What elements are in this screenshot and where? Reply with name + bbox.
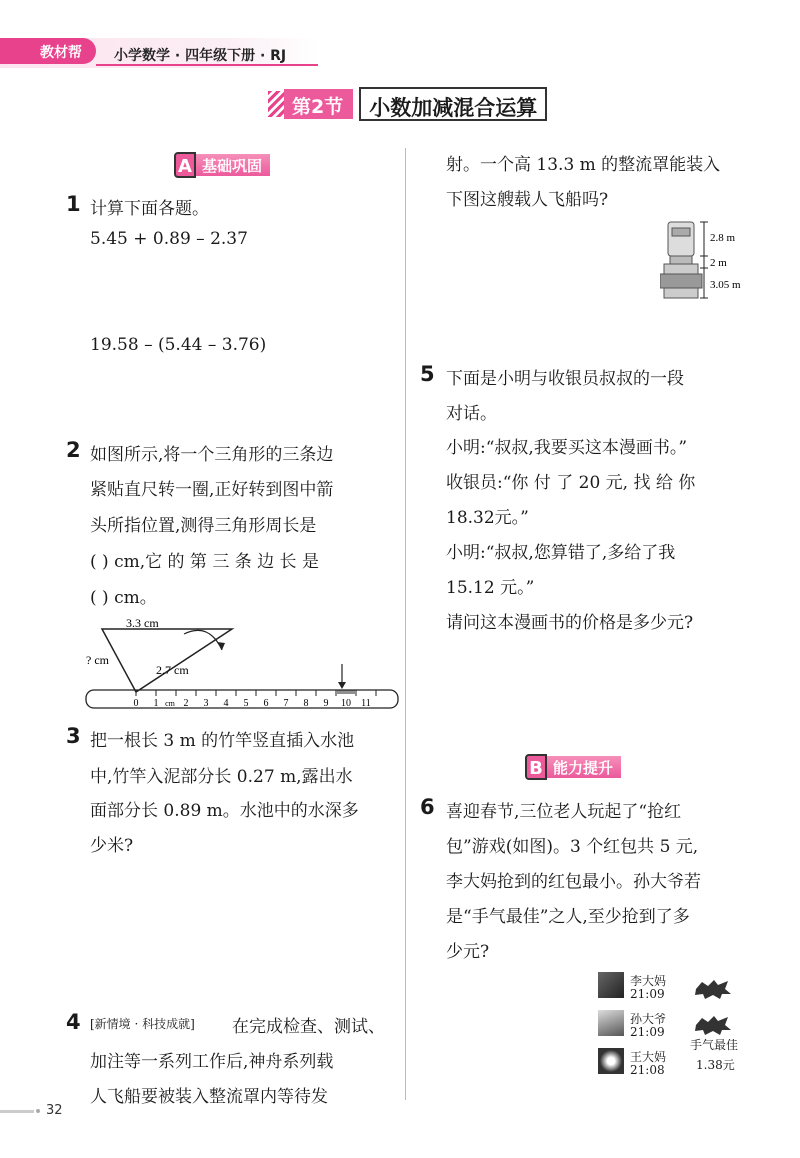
q4-line: 射。一个高 13.3 m 的整流罩能装入 [446,155,721,175]
q2-line: ( ) cm,它 的 第 三 条 边 长 是 [90,552,319,572]
header-underline [96,64,318,66]
q2-number: 2 [66,438,81,462]
entry-name: 孙大爷 [630,1012,667,1026]
q4-line: 加注等一系列工作后,神舟系列载 [90,1052,334,1072]
ruler-tick-label: 8 [303,698,309,709]
ruler-tick-label: 11 [361,698,371,709]
header-badge-label: 教材帮 [40,45,82,61]
q2-line: ( ) cm。 [90,588,157,608]
orbital-module [668,222,694,256]
triangle-label-left: ? cm [86,653,109,667]
ruler-tick-label: 0 [133,698,139,709]
q5-line: 小明:“叔叔,您算错了,多给了我 [446,543,676,563]
avatar [598,1048,624,1074]
header-title: 小学数学 · 四年级下册 · RJ [114,48,287,64]
q6-line: 是“手气最佳”之人,至少抢到了多 [446,907,690,927]
best-amount: 1.38元 [696,1058,735,1072]
avatar [598,1010,624,1036]
q5-line: 18.32元。” [446,508,529,528]
section-stripes [268,91,284,117]
q3-number: 3 [66,724,81,748]
q5-line: 对话。 [446,404,497,424]
entry-name: 李大妈 [630,974,667,988]
q6-line: 喜迎春节,三位老人玩起了“抢红 [446,802,682,822]
q4-line: 在完成检查、测试、 [232,1017,385,1037]
entry-name: 王大妈 [630,1050,667,1064]
avatar [598,972,624,998]
q4-line: 下图这艘载人飞船吗? [446,190,609,210]
part-b-letter: B [525,754,547,780]
ruler-tick-label: 10 [341,698,351,709]
spacecraft-figure [660,218,760,302]
q1-expression-2: 19.58 – (5.44 – 3.76) [90,335,267,355]
q6-line: 少元? [446,942,490,962]
q1-number: 1 [66,192,81,216]
ruler-pointer-arrow-icon [338,682,346,689]
q5-line: 小明:“叔叔,我要买这本漫画书。” [446,438,688,458]
q5-line: 15.12 元。” [446,578,535,598]
section-number: 第2节 [284,89,353,119]
ruler-tick-label: 4 [223,698,229,709]
q2-line: 紧贴直尺转一圈,正好转到图中箭 [90,480,334,500]
part-a-tag [174,152,270,178]
header-badge [0,38,96,64]
entry-time: 21:08 [630,1063,665,1077]
ruler-tick-label: 5 [243,698,249,709]
ruler-tick-label: 6 [263,698,269,709]
q3-line: 面部分长 0.89 m。水池中的水深多 [90,801,359,821]
page-number: 32 [46,1103,63,1118]
ruler-tick-label: 3 [203,698,209,709]
q4-line: 人飞船要被装入整流罩内等待发 [90,1087,328,1107]
part-a-letter: A [174,152,196,178]
q1-expression-1: 5.45 + 0.89 – 2.37 [90,229,248,249]
q3-line: 把一根长 3 m 的竹竿竖直插入水池 [90,731,355,751]
q2-line: 如图所示,将一个三角形的三条边 [90,445,334,465]
dim-label: 3.05 m [710,279,741,291]
red-envelope-figure [598,972,758,1082]
burst-icon [694,978,732,1000]
q5-number: 5 [420,362,435,386]
q6-number: 6 [420,795,435,819]
ruler-unit-label: cm [165,699,175,708]
q4-number: 4 [66,1010,81,1034]
q6-line: 李大妈抢到的红包最小。孙大爷若 [446,872,701,892]
dim-label: 2 m [710,257,727,269]
page-dot [36,1109,40,1113]
best-luck-label: 手气最佳 [690,1038,739,1052]
q2-line: 头所指位置,测得三角形周长是 [90,516,317,536]
q2-triangle-ruler-figure [84,612,404,712]
q3-line: 中,竹竿入泥部分长 0.27 m,露出水 [90,767,353,787]
q5-line: 收银员:“你 付 了 20 元, 找 给 你 [446,473,696,493]
q5-line: 请问这本漫画书的价格是多少元? [446,613,694,633]
part-b-label: 能力提升 [547,756,621,778]
ruler-tick-label: 1 [153,698,159,709]
q6-line: 包”游戏(如图)。3 个红包共 5 元, [446,837,699,857]
entry-time: 21:09 [630,987,665,1001]
part-a-label: 基础巩固 [196,154,270,176]
q4-tag: [新情境 · 科技成就] [90,1017,195,1031]
page-bar [0,1110,34,1113]
column-divider [405,148,406,1100]
q1-stem: 计算下面各题。 [90,199,209,219]
burst-icon [694,1014,732,1036]
q5-line: 下面是小明与收银员叔叔的一段 [446,369,684,389]
triangle [102,629,232,692]
dim-label: 2.8 m [710,232,736,244]
section-name: 小数加减混合运算 [359,87,547,121]
triangle-label-top: 3.3 cm [126,616,159,630]
section-title [268,86,547,122]
reentry-module [670,256,692,264]
part-b-tag [525,754,621,780]
entry-time: 21:09 [630,1025,665,1039]
triangle-label-right: 2.7 cm [156,663,189,677]
ruler-tick-label: 2 [183,698,189,709]
ruler-tick-label: 9 [323,698,329,709]
q3-line: 少米? [90,836,134,856]
ruler-tick-label: 7 [283,698,289,709]
